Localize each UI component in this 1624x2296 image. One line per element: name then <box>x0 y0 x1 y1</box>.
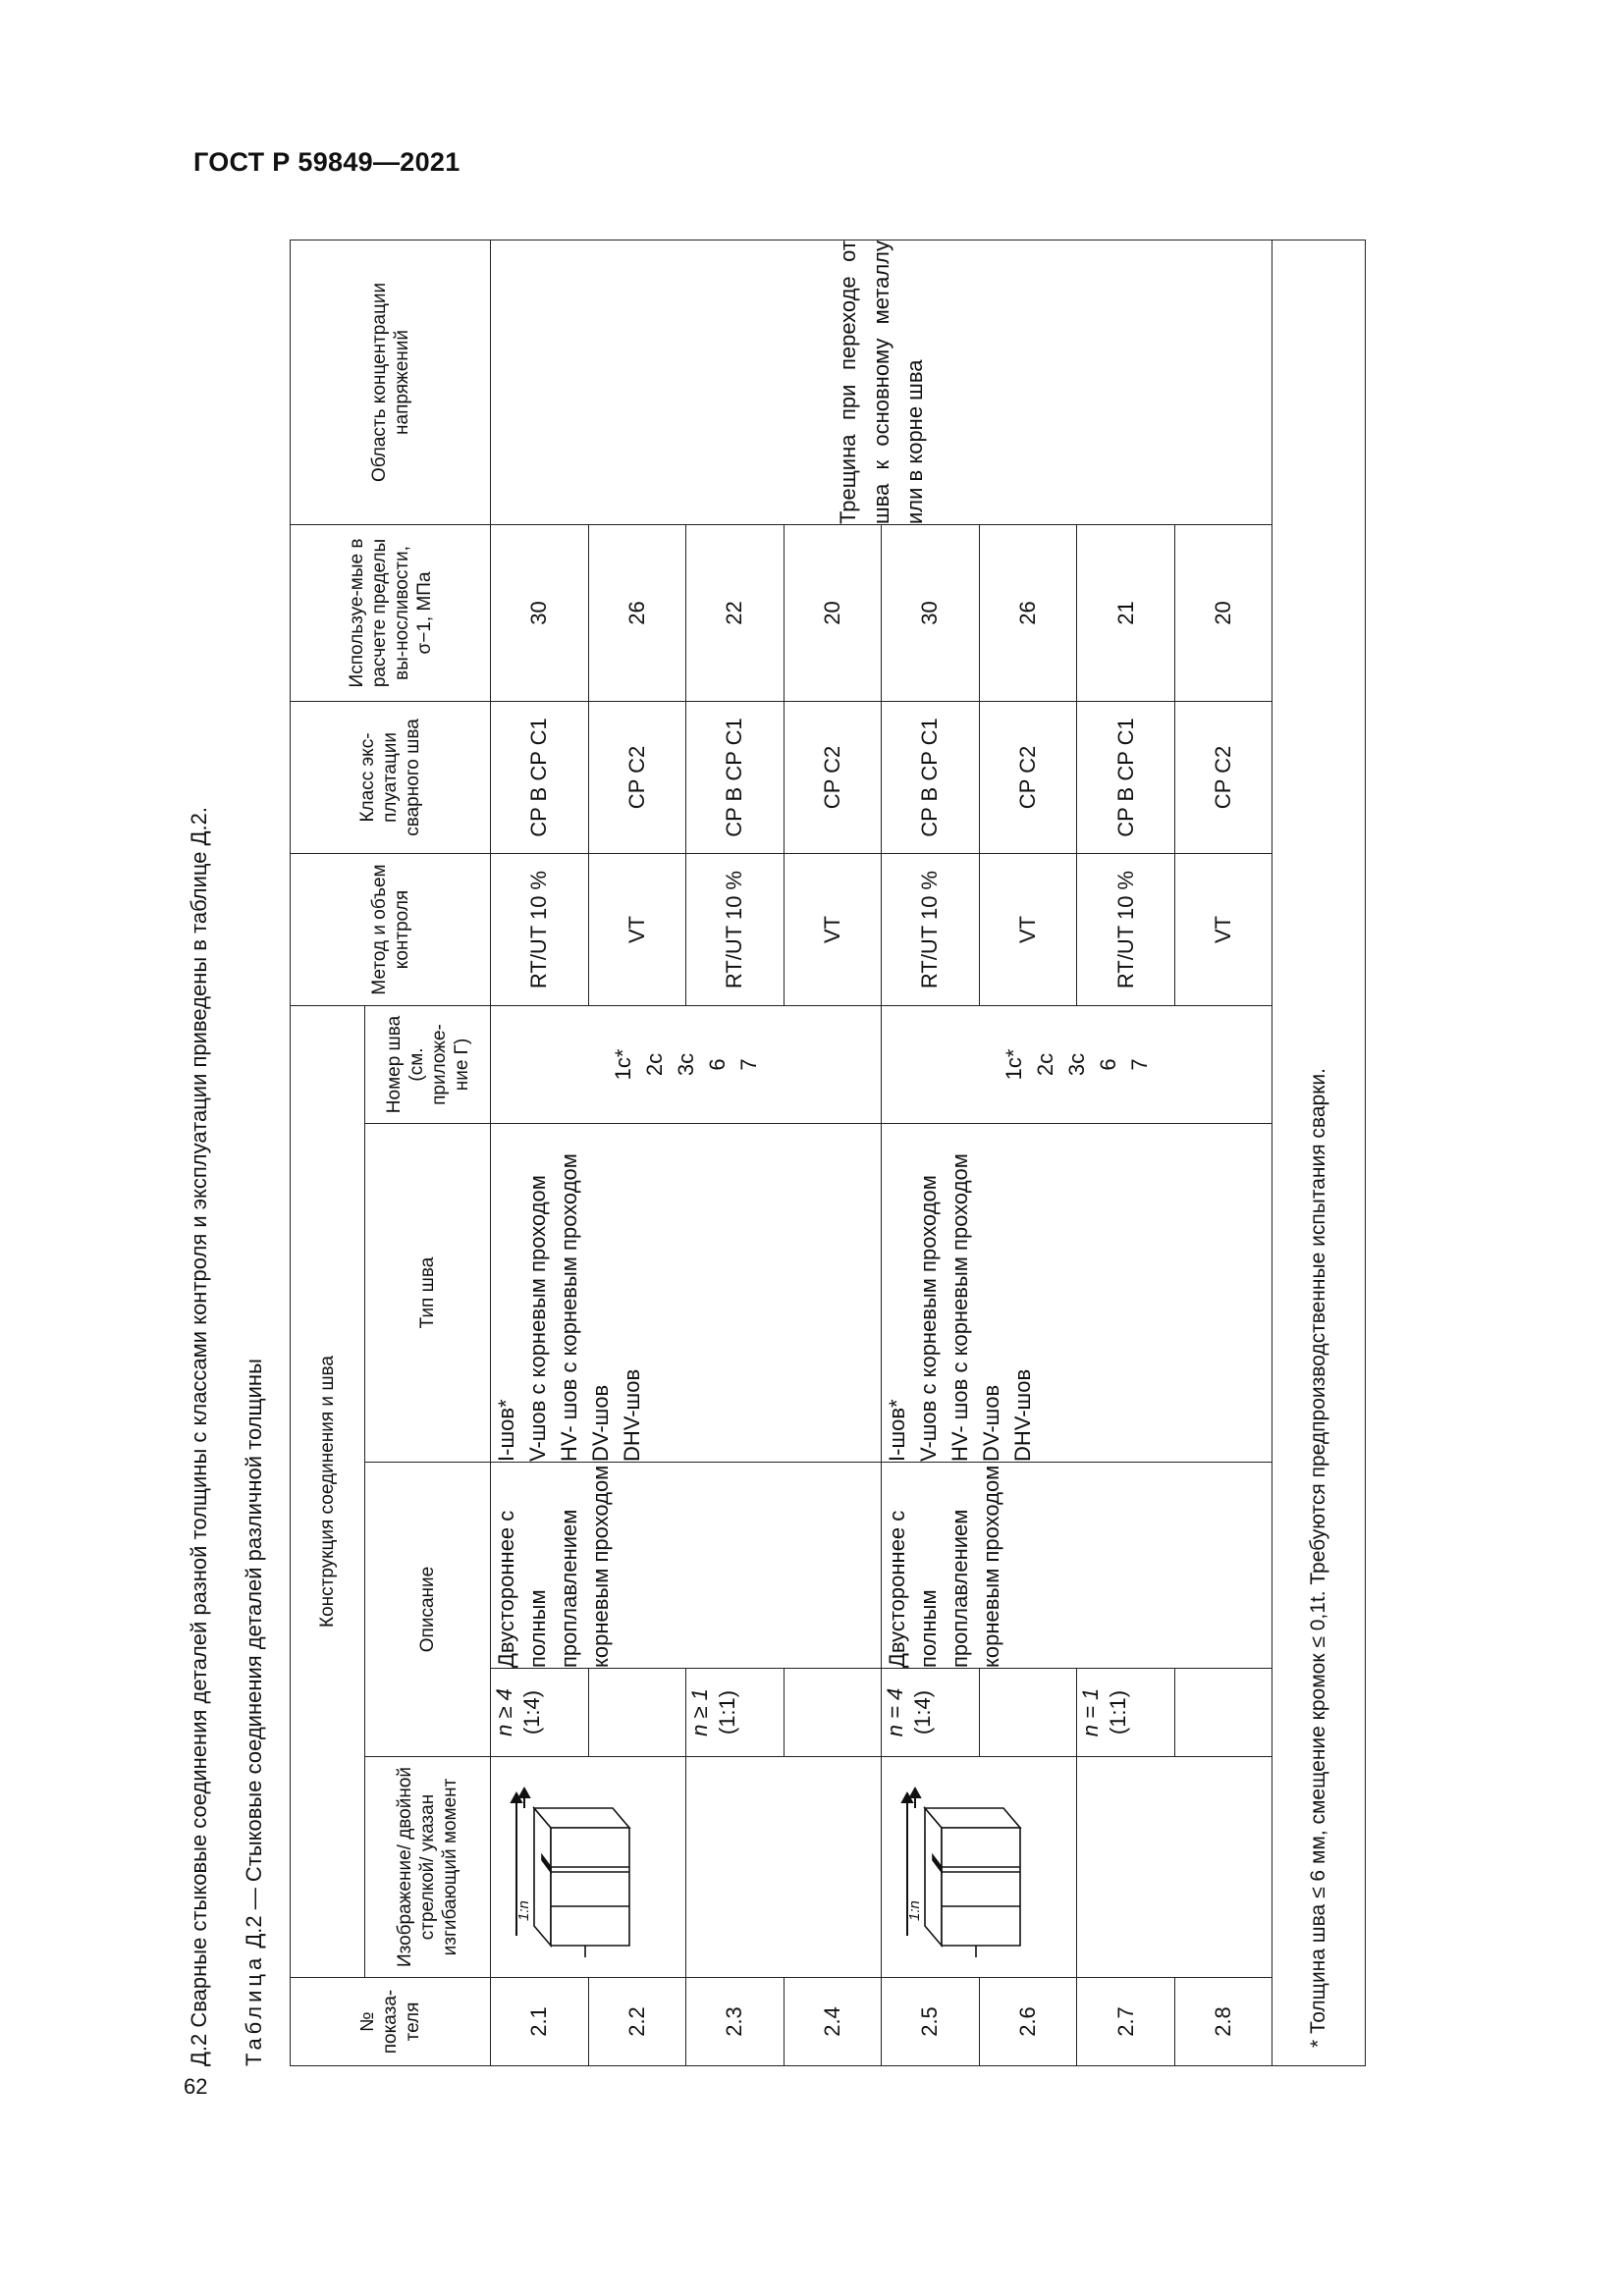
weld-type-item: V-шов с корневым проходом <box>525 1175 550 1462</box>
class-cell: CP B CP C1 <box>491 701 589 853</box>
n-relation: n = 1 <box>1078 1687 1104 1737</box>
class-cell: CP B CP C1 <box>882 701 980 853</box>
n-ratio: (1:4) <box>910 1689 936 1735</box>
col-class-header: Класс экс-плуатации сварного шва <box>291 701 491 853</box>
n-relation: n ≥ 1 <box>687 1688 713 1736</box>
weld-number: 7 <box>735 1058 761 1071</box>
rotated-table-region <box>187 221 1375 2066</box>
n-ratio-empty <box>1174 1669 1272 1757</box>
weld-number: 2c <box>641 1052 667 1077</box>
col-description-header: Описание <box>365 1463 491 1757</box>
method-cell: VT <box>784 853 882 1005</box>
weld-number: 7 <box>1126 1058 1152 1071</box>
caption-prefix: Таблица <box>242 1953 266 2066</box>
figure-cell <box>491 1757 686 1978</box>
n-relation: n ≥ 4 <box>492 1688 516 1736</box>
row-num: 2.1 <box>491 1978 589 2066</box>
table-footnote: * Толщина шва ≤ 6 мм, смещение кромок ≤ 0,1t. Требуются предпроизводственные испытания сварки. <box>1272 240 1366 2065</box>
method-cell: RT/UT 10 % <box>1077 853 1175 1005</box>
col-weldno-header: Номер шва (см. приложе-ние Г) <box>365 1005 491 1123</box>
weld-number: 6 <box>1095 1058 1120 1071</box>
method-cell: RT/UT 10 % <box>491 853 589 1005</box>
col-limit-header <box>291 524 491 701</box>
method-cell: VT <box>979 853 1077 1005</box>
figure-cell-empty <box>1077 1757 1272 1978</box>
region-cell: Трещина при переходе от шва к основному металлу или в корне шва <box>491 240 1272 524</box>
caption-text: Д.2 — Стыковые соединения деталей различной толщины <box>242 1359 266 1949</box>
weld-type-item: HV- шов с корневым проходом <box>947 1153 973 1462</box>
row-num: 2.3 <box>686 1978 785 2066</box>
col-construction-header: Конструкция соединения и шва <box>291 1005 365 1977</box>
col-num-header: № показа-теля <box>291 1978 491 2066</box>
weld-number: 3c <box>673 1052 698 1077</box>
n-ratio-empty <box>784 1669 882 1757</box>
n-ratio: (1:4) <box>519 1689 544 1735</box>
weld-types-cell <box>882 1124 1272 1463</box>
method-cell: VT <box>1174 853 1272 1005</box>
class-cell: CP B CP C1 <box>686 701 785 853</box>
n-ratio-cell <box>882 1669 980 1757</box>
row-num: 2.6 <box>979 1978 1077 2066</box>
limit-cell: 30 <box>882 524 980 701</box>
weld-type-item: HV- шов с корневым проходом <box>557 1153 581 1462</box>
class-cell: CP C2 <box>588 701 686 853</box>
n-ratio-empty <box>979 1669 1077 1757</box>
weld-numbers-cell <box>882 1005 1272 1123</box>
description-cell: Двустороннее с полным проплавлением корневым проходом <box>882 1463 1272 1669</box>
limit-cell: 26 <box>588 524 686 701</box>
row-num: 2.2 <box>588 1978 686 2066</box>
n-ratio: (1:1) <box>715 1689 740 1735</box>
col-weldtype-header: Тип шва <box>365 1124 491 1463</box>
weld-type-item: V-шов с корневым проходом <box>916 1175 942 1462</box>
butt-joint-illustration <box>497 1769 644 1965</box>
weld-type-item: I-шов* <box>494 1399 518 1462</box>
weld-type-item: DV-шов <box>588 1384 613 1462</box>
welds-table <box>290 240 1366 2066</box>
weld-number: 2c <box>1032 1052 1057 1077</box>
weld-numbers-cell <box>491 1005 882 1123</box>
figure-cell <box>882 1757 1077 1978</box>
class-cell: CP C2 <box>784 701 882 853</box>
butt-joint-illustration <box>888 1769 1035 1965</box>
method-cell: RT/UT 10 % <box>686 853 785 1005</box>
n-ratio-empty <box>588 1669 686 1757</box>
col-region-header: Область концентрации напряжений <box>291 240 491 524</box>
weld-type-item: DHV-шов <box>620 1368 644 1462</box>
row-num: 2.4 <box>784 1978 882 2066</box>
limit-cell: 22 <box>686 524 785 701</box>
document-header: ГОСТ Р 59849—2021 <box>193 147 460 177</box>
page-number: 62 <box>184 2074 208 2099</box>
n-ratio-cell <box>491 1669 589 1757</box>
figure-label: 1:n <box>906 1900 924 1921</box>
n-ratio-cell <box>686 1669 785 1757</box>
limit-cell: 20 <box>784 524 882 701</box>
row-num: 2.5 <box>882 1978 980 2066</box>
figure-label: 1:n <box>515 1900 532 1921</box>
weld-number: 6 <box>704 1058 730 1071</box>
limit-header-text: Используе-мые в расчете пределы вы-носливости, σ−1, МПа <box>346 538 435 688</box>
class-cell: CP C2 <box>1174 701 1272 853</box>
n-ratio: (1:1) <box>1106 1689 1131 1735</box>
row-num: 2.8 <box>1174 1978 1272 2066</box>
method-cell: RT/UT 10 % <box>882 853 980 1005</box>
limit-cell: 30 <box>491 524 589 701</box>
col-method-header: Метод и объем контроля <box>291 853 491 1005</box>
limit-cell: 20 <box>1174 524 1272 701</box>
weld-number: 3c <box>1063 1052 1089 1077</box>
weld-type-item: DV-шов <box>979 1384 1004 1462</box>
class-cell: CP C2 <box>979 701 1077 853</box>
col-image-header: Изображение/ двойной стрелкой/ указан изгибающий момент <box>365 1757 491 1978</box>
method-cell: VT <box>588 853 686 1005</box>
weld-types-cell <box>491 1124 882 1463</box>
description-cell: Двустороннее с полным проплавлением корневым проходом <box>491 1463 882 1669</box>
weld-number: 1c* <box>1001 1048 1026 1081</box>
row-num: 2.7 <box>1077 1978 1175 2066</box>
limit-cell: 26 <box>979 524 1077 701</box>
n-relation: n = 4 <box>883 1687 908 1737</box>
limit-cell: 21 <box>1077 524 1175 701</box>
weld-number: 1c* <box>610 1048 635 1081</box>
table-row <box>491 240 589 2065</box>
intro-paragraph: Д.2 Сварные стыковые соединения деталей разной толщины с классами контроля и эксплуатации приведены в таблице Д.2. <box>187 807 211 2066</box>
table-caption <box>242 1359 267 2066</box>
class-cell: CP B CP C1 <box>1077 701 1175 853</box>
weld-type-item: I-шов* <box>885 1399 910 1462</box>
n-ratio-cell <box>1077 1669 1175 1757</box>
figure-cell-empty <box>686 1757 882 1978</box>
weld-type-item: DHV-шов <box>1010 1368 1036 1462</box>
